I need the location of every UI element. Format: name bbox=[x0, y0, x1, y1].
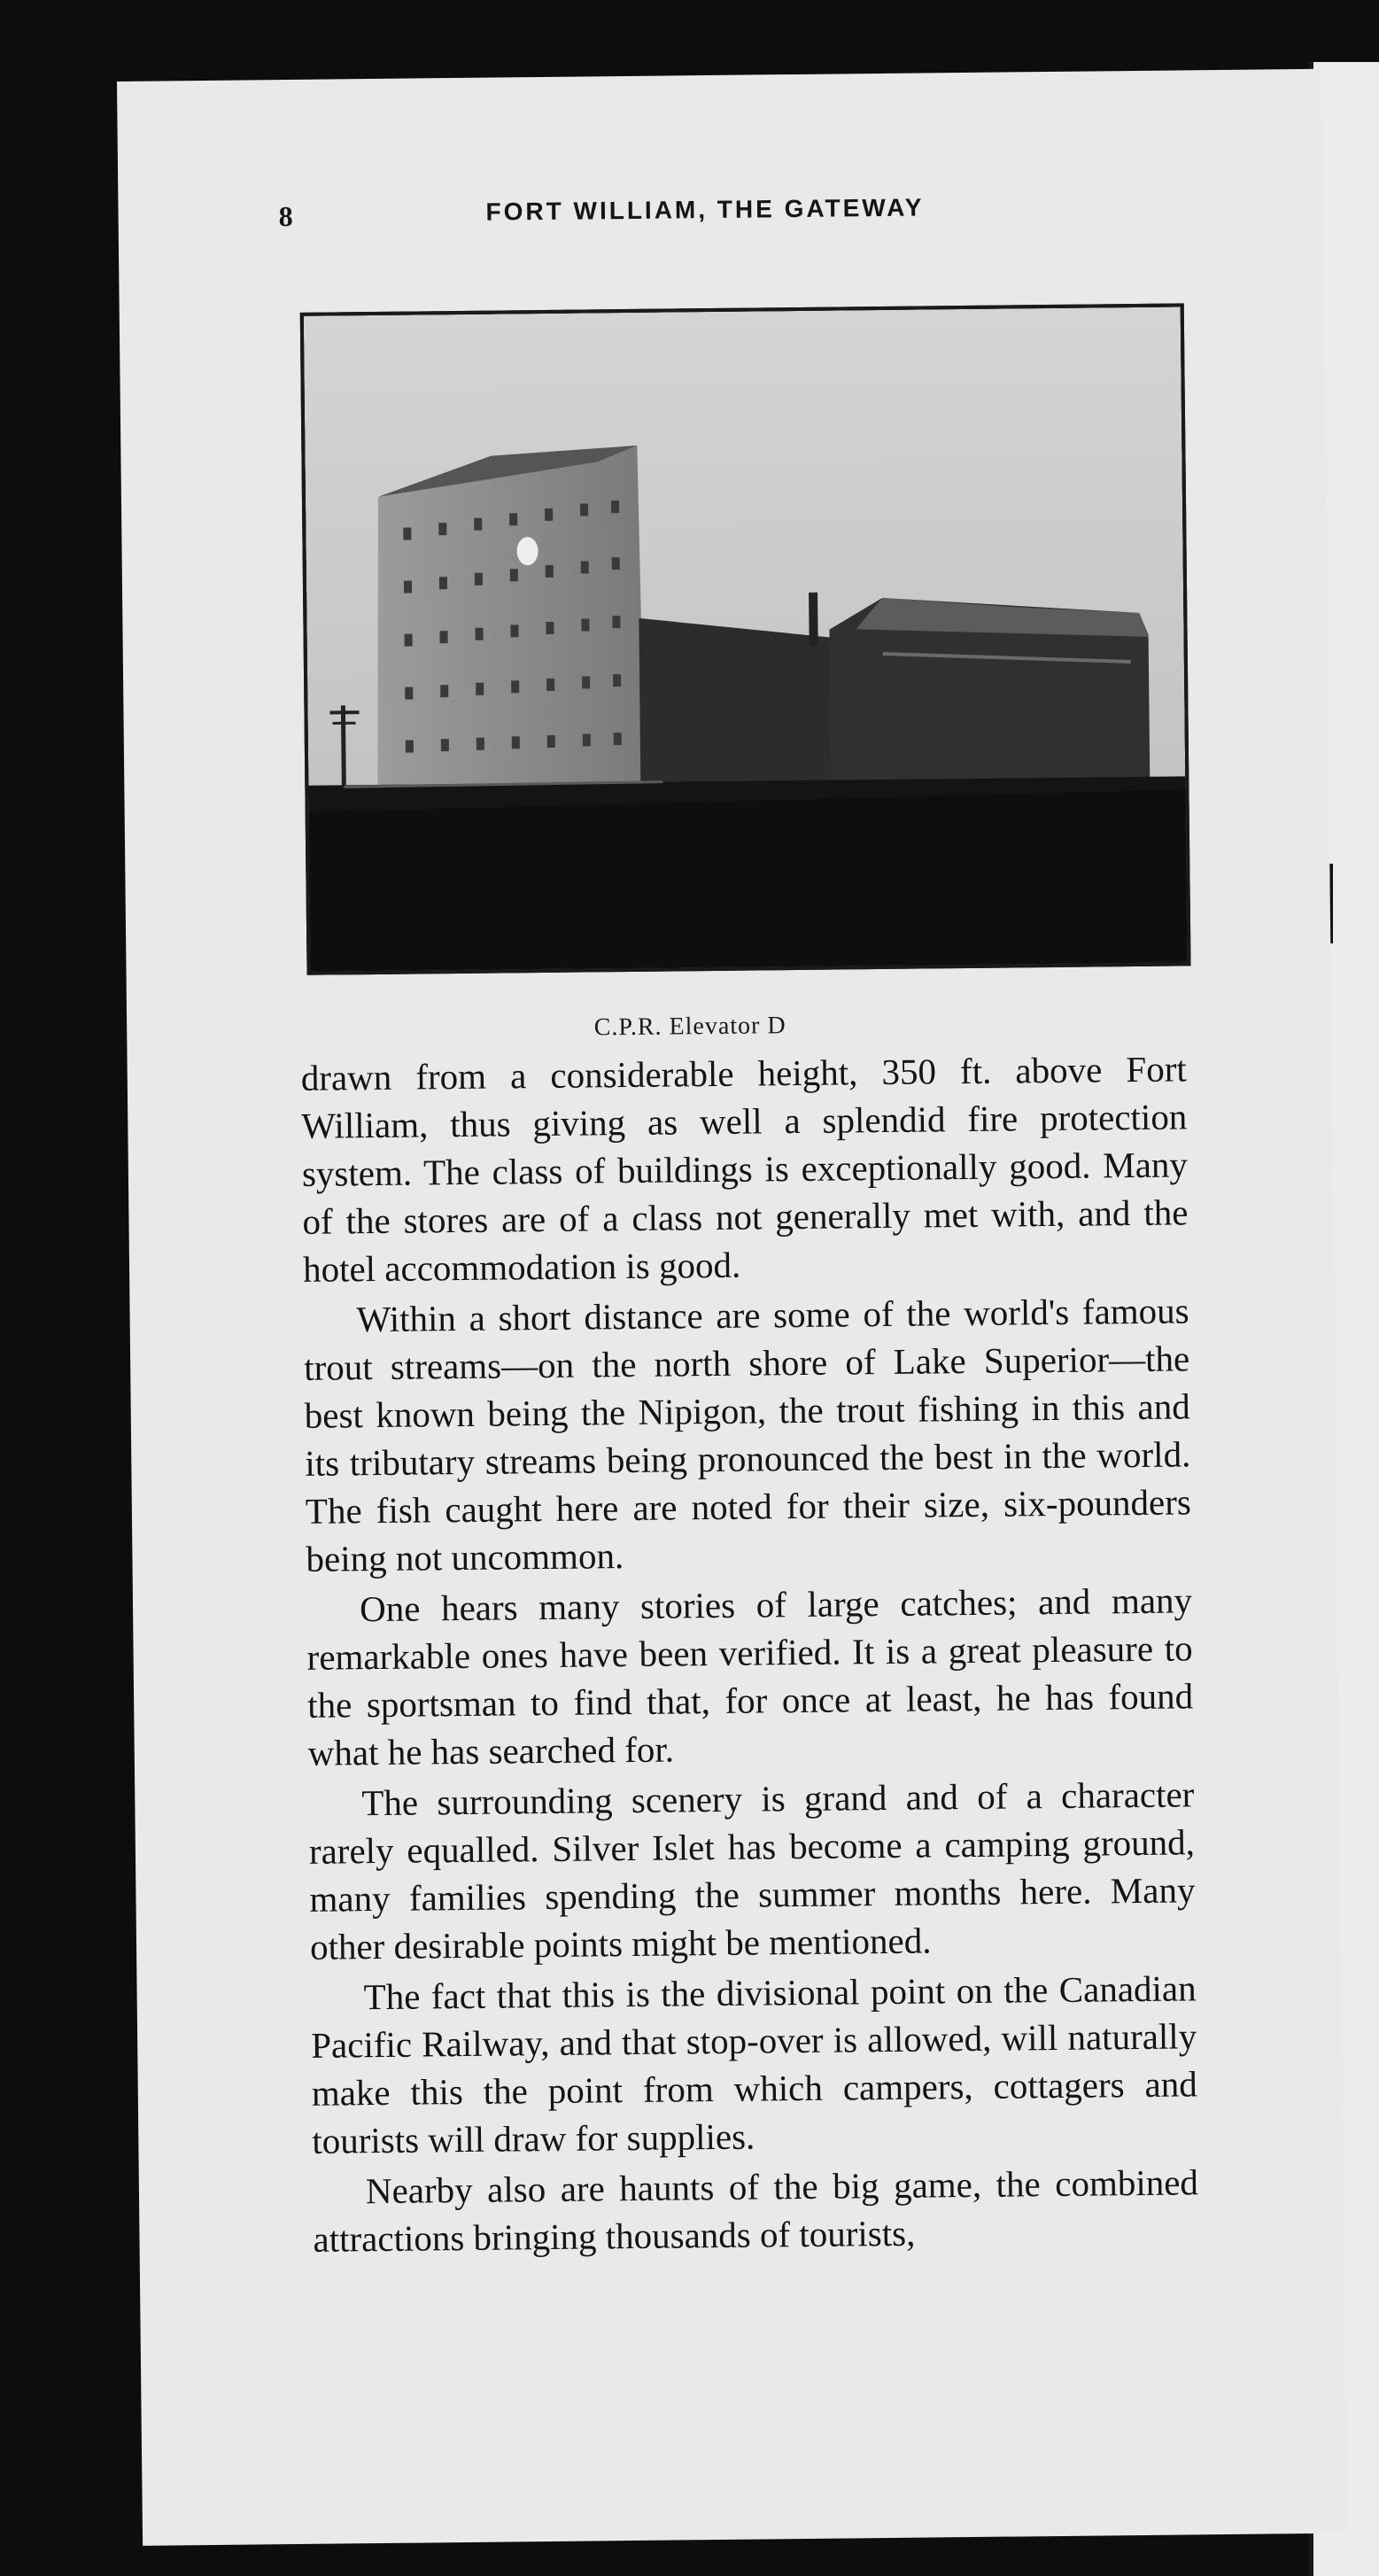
elevator-photograph bbox=[300, 303, 1191, 974]
caption-text: C.P.R. Elevator D bbox=[593, 1012, 786, 1042]
body-text bbox=[301, 1044, 1199, 2265]
running-title: FORT WILLIAM, THE GATEWAY bbox=[485, 193, 925, 226]
paragraph: Within a short distance are some of the world's famous trout streams—on the north shore of Lake Superior—the best known being the Nipigon, the trout fishing in this and its tributary streams being pronounced the best in the world. The fish caught here are noted for their size, six-pounders being not uncommon. bbox=[303, 1290, 1192, 1579]
paragraph: The surrounding scenery is grand and of a character rarely equalled. Silver Islet has become a camping ground, many families spending the summer months here. Many other desirable points might be mentioned. bbox=[308, 1773, 1196, 1967]
paragraph: drawn from a considerable height, 350 ft. above Fort William, thus giving as well a splendid fire protection system. The class of buildings is exceptionally good. Many of the stores are of a class not generally met with, and the hotel accommodation is good. bbox=[300, 1048, 1189, 1290]
figure-caption bbox=[127, 1006, 1313, 1047]
paragraph: One hears many stories of large catches; and many remarkable ones have been verified. It is a great pleasure to the sportsman to find that, for once at least, he has found what he has searched for. bbox=[306, 1579, 1194, 1773]
running-head bbox=[118, 190, 1305, 255]
book-page bbox=[117, 69, 1347, 2546]
utility-pole bbox=[343, 705, 344, 794]
page-number: 8 bbox=[278, 199, 293, 233]
paragraph: Nearby also are haunts of the big game, the combined attractions bringing thousands of tourists, bbox=[313, 2161, 1199, 2260]
smokestack bbox=[809, 593, 818, 646]
elevator-tower bbox=[374, 446, 645, 794]
photo-image bbox=[304, 306, 1188, 971]
paragraph: The fact that this is the divisional point on the Canadian Pacific Railway, and that stop-over is allowed, will naturally make this the point from which campers, cottagers and tourists will draw for supplies. bbox=[310, 1967, 1197, 2161]
